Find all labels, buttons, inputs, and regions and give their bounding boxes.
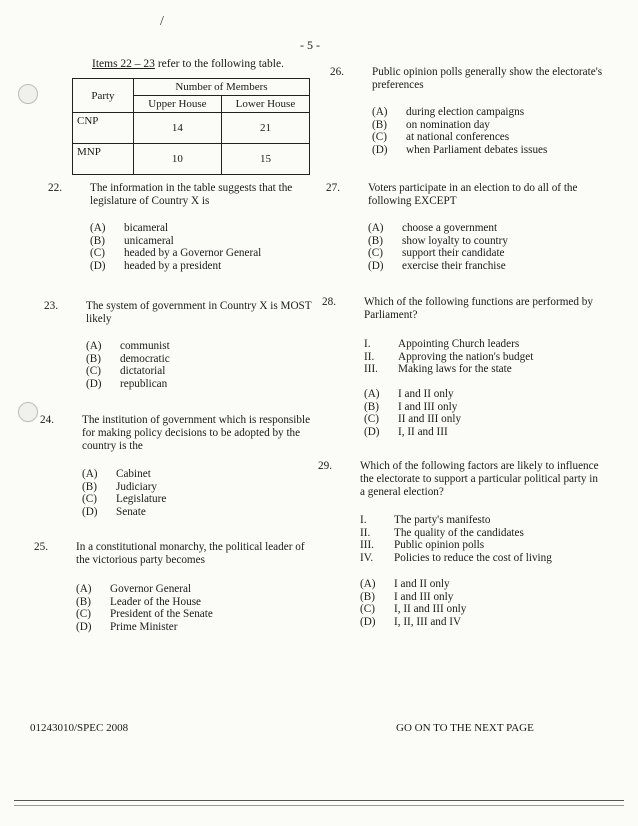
option-d[interactable]: (D) exercise their franchise — [368, 259, 506, 272]
footer-rule-secondary — [14, 805, 624, 806]
option-b[interactable]: (B) on nomination day — [372, 118, 490, 131]
option-a[interactable]: (A) I and II only — [360, 578, 450, 590]
question-number: 28. — [322, 296, 336, 308]
question-number: 26. — [330, 66, 344, 78]
question-26 — [330, 66, 610, 166]
party-name: CNP — [73, 113, 134, 144]
option-b[interactable]: (B) I and III only — [360, 590, 454, 603]
option-d[interactable]: (D) republican — [86, 377, 168, 390]
footer-rule — [14, 800, 624, 801]
members-group-header: Number of Members — [133, 79, 309, 96]
lower-house-header: Lower House — [221, 96, 309, 113]
option-d[interactable]: (D) headed by a president — [90, 259, 222, 272]
question-stem: In a constitutional monarchy, the political leader of the victorious party becomes — [76, 541, 305, 566]
option-c[interactable]: (C) Legislature — [82, 493, 167, 505]
option-a[interactable]: (A) Cabinet — [82, 468, 151, 480]
option-d[interactable]: (D) when Parliament debates issues — [372, 143, 548, 156]
option-a[interactable]: (A) bicameral — [90, 222, 169, 234]
option-b[interactable]: (B) democratic — [86, 352, 170, 365]
option-d[interactable]: (D) I, II, III and IV — [360, 615, 462, 628]
option-a[interactable]: (A) I and II only — [364, 388, 454, 400]
option-a[interactable]: (A) Governor General — [76, 583, 192, 595]
option-c[interactable]: (C) support their candidate — [368, 247, 505, 259]
question-stem: Which of the following factors are likely to influence the electorate to support a particular political party in a general election? — [360, 460, 599, 498]
members-table — [72, 78, 310, 175]
option-d[interactable]: (D) Senate — [82, 505, 146, 518]
option-b[interactable]: (B) show loyalty to country — [368, 234, 508, 247]
option-d[interactable]: (D) Prime Minister — [76, 620, 178, 633]
option-d[interactable]: (D) I, II and III — [364, 425, 448, 438]
option-c[interactable]: (C) II and III only — [364, 413, 462, 425]
option-a[interactable]: (A) communist — [86, 340, 170, 352]
punch-hole-top — [18, 84, 38, 104]
upper-house-count: 10 — [133, 144, 221, 175]
question-stem: The institution of government which is responsible for making policy decisions to be adopted by the country is the — [82, 414, 311, 452]
question-stem: The information in the table suggests that the legislature of Country X is — [90, 182, 293, 207]
question-29 — [318, 460, 618, 635]
question-number: 27. — [326, 182, 340, 194]
option-c[interactable]: (C) at national conferences — [372, 131, 510, 143]
option-b[interactable]: (B) unicameral — [90, 234, 174, 247]
question-number: 22. — [48, 182, 62, 194]
go-on-next-page: GO ON TO THE NEXT PAGE — [396, 722, 534, 734]
option-a[interactable]: (A) during election campaigns — [372, 106, 525, 118]
page-number: - 5 - — [300, 38, 320, 52]
punch-hole-middle — [18, 402, 38, 422]
statement-iv: IV. Policies to reduce the cost of living — [360, 551, 552, 564]
statement-i: I. Appointing Church leaders — [364, 338, 520, 350]
question-25 — [34, 541, 314, 641]
statement-iii: III. Public opinion polls — [360, 539, 485, 551]
option-c[interactable]: (C) President of the Senate — [76, 608, 213, 620]
lower-house-count: 21 — [221, 113, 309, 144]
intro-rest: refer to the following table. — [154, 58, 284, 70]
question-stem: Which of the following functions are performed by Parliament? — [364, 296, 593, 321]
stray-pen-mark: / — [160, 14, 164, 29]
question-22 — [48, 182, 318, 282]
question-number: 29. — [318, 460, 332, 472]
table-row — [73, 144, 310, 175]
question-number: 24. — [40, 414, 54, 426]
upper-house-count: 14 — [133, 113, 221, 144]
party-name: MNP — [73, 144, 134, 175]
paper-code: 01243010/SPEC 2008 — [30, 722, 129, 734]
question-stem: The system of government in Country X is MOST likely — [86, 300, 312, 325]
statement-ii: II. Approving the nation's budget — [364, 350, 534, 363]
statement-i: I. The party's manifesto — [360, 514, 491, 526]
question-number: 23. — [44, 300, 58, 312]
statement-ii: II. The quality of the candidates — [360, 526, 524, 539]
option-b[interactable]: (B) I and III only — [364, 400, 458, 413]
question-stem: Voters participate in an election to do all of the following EXCEPT — [368, 182, 578, 207]
option-c[interactable]: (C) headed by a Governor General — [90, 247, 262, 259]
question-28 — [322, 296, 612, 446]
question-number: 25. — [34, 541, 48, 553]
option-b[interactable]: (B) Judiciary — [82, 480, 158, 493]
statement-iii: III. Making laws for the state — [364, 363, 512, 375]
upper-house-header: Upper House — [133, 96, 221, 113]
option-c[interactable]: (C) I, II and III only — [360, 603, 467, 615]
option-c[interactable]: (C) dictatorial — [86, 365, 166, 377]
question-24 — [40, 414, 315, 524]
intro-items-range: Items 22 – 23 — [92, 58, 155, 70]
question-27 — [326, 182, 611, 282]
lower-house-count: 15 — [221, 144, 309, 175]
table-row — [73, 113, 310, 144]
table-intro — [92, 58, 284, 70]
option-b[interactable]: (B) Leader of the House — [76, 595, 202, 608]
party-header: Party — [73, 79, 134, 113]
question-23 — [44, 300, 314, 395]
question-stem: Public opinion polls generally show the electorate's preferences — [372, 66, 603, 91]
option-a[interactable]: (A) choose a government — [368, 222, 498, 234]
